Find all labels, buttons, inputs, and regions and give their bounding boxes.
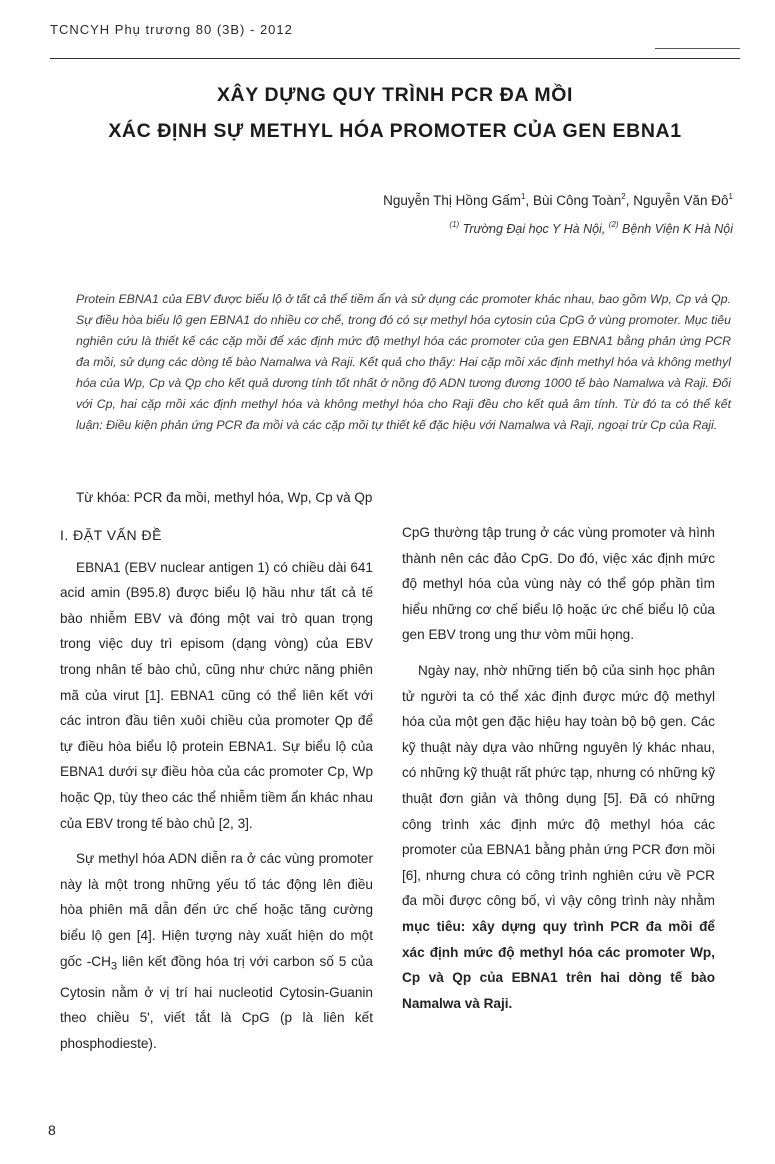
body-paragraph: CpG thường tập trung ở các vùng promoter và hình thành nên các đảo CpG. Do đó, việc xác định mức độ methyl hóa của vùng này có thể góp phần tìm hiểu những cơ chế biểu lộ hoặc ức chế biểu lộ của gen EBV trong ung thư vòm mũi họng. xyxy=(402,525,715,643)
paragraph-text: Ngày nay, nhờ những tiến bộ của sinh học phân tử người ta có thể xác định được mức độ methyl hóa của một gen đặc hiệu hay toàn bộ bộ gen. Các kỹ thuật này dựa vào những nguyên lý khác nhau, có những kỹ thuật rất phức tạp, nhưng có những kỹ thuật đơn giản và thông dụng [5]. Đã có những công trình xác định mức độ methyl hóa các promoter của EBNA1 bằng phản ứng PCR đơn mồi [6], nhưng chưa có công trình nghiên cứu về PCR đa mồi được công bố, vì vậy công trình này nhằm xyxy=(402,662,715,909)
author-2-affil-mark: 2 xyxy=(621,191,626,201)
subscript: 3 xyxy=(110,960,118,973)
paragraph-text: Sự methyl hóa ADN diễn ra ở các vùng promoter này là một trong những yếu tố tác động lên điều hòa phiên mã dẫn đến ức chế hoặc tăng cường biểu lộ gen [4]. Hiện tượng này xuất hiện do một gốc -CH xyxy=(60,851,373,969)
affiliations xyxy=(449,222,733,236)
body-paragraph: EBNA1 (EBV nuclear antigen 1) có chiều dài 641 acid amin (B95.8) được biểu lộ hầu như tất cả tế bào nhiễm EBV và đóng một vai trò quan trọng trong việc duy trì episom (dạng vòng) của EBV trong nhân tế bào chủ, cũng như chức năng phiên mã của virut [1]. EBNA1 cũng có thể liên kết với các intron đầu tiên xuôi chiều của promoter Qp để tự điều hòa biểu lộ protein EBNA1. Sự biểu lộ của EBNA1 dưới sự điều hòa của các promoter Cp, Wp hoặc Qp, tùy theo các thể nhiễm tiềm ẩn khác nhau của EBV trong tế bào chủ [2, 3]. xyxy=(60,559,373,831)
author-1-affil-mark: 1 xyxy=(520,191,526,201)
section-heading: I. ĐẶT VẤN ĐỀ xyxy=(60,527,162,543)
body-paragraph xyxy=(60,846,373,1056)
author-3: Nguyễn Văn Đô xyxy=(633,193,729,208)
author-3-affil-mark: 1 xyxy=(728,191,733,201)
page-number: 8 xyxy=(48,1122,56,1138)
affil-2-mark: (2) xyxy=(608,220,619,230)
author-sep: , xyxy=(625,193,634,208)
paragraph-text: liên kết đồng hóa trị với carbon số 5 của Cytosin nằm ở vị trí hai nucleotid Cytosin-Guanin theo chiều 5', viết tắt là CpG (p là liên kết phosphodieste). xyxy=(60,953,373,1051)
author-2: Bùi Công Toàn xyxy=(532,193,622,208)
author-1: Nguyễn Thị Hồng Gấm xyxy=(383,193,521,208)
author-list xyxy=(383,193,733,208)
affil-2: Bệnh Viện K Hà Nội xyxy=(622,222,733,236)
author-sep: , xyxy=(525,193,533,208)
header-rule-accent xyxy=(655,48,740,49)
running-head: TCNCYH Phụ trương 80 (3B) - 2012 xyxy=(50,22,293,37)
left-column xyxy=(60,520,373,1067)
keywords: Từ khóa: PCR đa mồi, methyl hóa, Wp, Cp và Qp xyxy=(76,490,373,505)
header-rule xyxy=(50,58,740,59)
right-column xyxy=(402,520,715,1026)
affil-1-mark: (1) xyxy=(449,220,460,230)
affil-1: Trường Đại học Y Hà Nội, xyxy=(462,222,606,236)
objective-text: mục tiêu: xây dựng quy trình PCR đa mồi để xác định mức độ methyl hóa các promoter Wp, Cp và Qp của EBNA1 trên hai dòng tế bào Namalwa và Raji. xyxy=(402,918,715,1011)
paper-title-line-1: XÂY DỰNG QUY TRÌNH PCR ĐA MỒI xyxy=(216,84,574,106)
body-paragraph xyxy=(402,658,715,1016)
paper-title-line-2: XÁC ĐỊNH SỰ METHYL HÓA PROMOTER CỦA GEN EBNA1 xyxy=(108,120,682,142)
abstract: Protein EBNA1 của EBV được biểu lộ ở tất cả thể tiềm ẩn và sử dụng các promoter khác nhau, bao gồm Wp, Cp và Qp. Sự điều hòa biểu lộ gen EBNA1 do nhiều cơ chế, trong đó có sự methyl hóa cytosin của CpG ở vùng promoter. Mục tiêu nghiên cứu là thiết kế các cặp mồi để xác định mức độ methyl hóa các promoter của gen EBNA1 bằng phản ứng PCR đa mồi, sử dụng các dòng tế bào Namalwa và Raji. Kết quả cho thấy: Hai cặp mồi xác định methyl hóa và không methyl hóa của Wp, Cp và Qp cho kết quả dương tính tốt nhất ở nồng độ ADN tương đương 1000 tế bào Namalwa và Raji. Đối với Cp, hai cặp mồi xác định methyl hóa và không methyl hóa cho Raji đều cho kết quả âm tính. Từ đó ta có thể kết luận: Điều kiện phản ứng PCR đa mồi và các cặp mồi tự thiết kế đặc hiệu với Namalwa và Raji, ngoại trừ Cp của Raji. xyxy=(76,292,731,432)
